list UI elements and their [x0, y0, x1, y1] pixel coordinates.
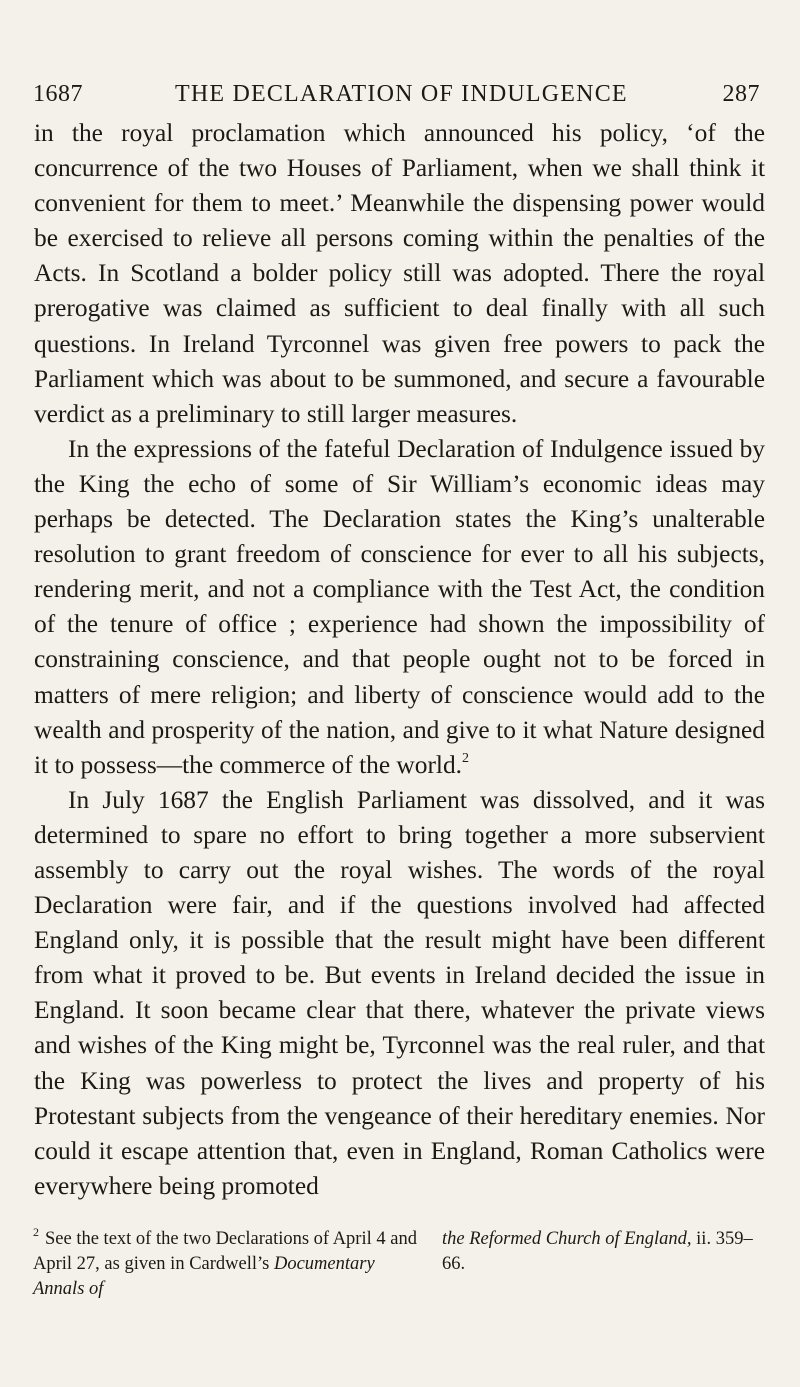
footnote-left-column — [33, 1227, 418, 1302]
footnote-citation-title: Documentary Annals of — [33, 1254, 375, 1299]
footnote-right-column — [442, 1227, 772, 1277]
page-number: 287 — [722, 81, 760, 107]
header-year: 1687 — [33, 81, 83, 107]
paragraph-text: In July 1687 the English Parliament was dissolved, and it was determined to spare no effort to bring together a more subservient assembly to carry out the royal wishes. The words of the royal Declaration were fair, and if the questions involved had affected England only, it is possible that the result might have been different from what it proved to be. But events in Ireland decided the issue in England. It soon became clear that there, whatever the private views and wishes of the King might be, Tyrconnel was the real ruler, and that the King was powerless to protect the lives and property of his Protestant subjects from the vengeance of their hereditary enemies. Nor could it escape attention that, even in England, Roman Catholics were everywhere being promoted — [34, 785, 765, 1200]
footnote-citation-title-continued: the Reformed Church of England, — [442, 1229, 692, 1249]
running-title: THE DECLARATION OF INDULGENCE — [175, 81, 628, 107]
footnote-number: 2 — [33, 1225, 39, 1239]
footnote-reference[interactable]: 2 — [462, 750, 470, 766]
paragraph-2 — [34, 432, 765, 783]
page-header — [33, 78, 760, 110]
paragraph-1 — [34, 116, 765, 432]
footnote-text: See the text of the two Declarations of April 4 and April 27, as given in Cardwell’s — [33, 1229, 417, 1274]
body-text — [34, 116, 765, 1204]
paragraph-text: in the royal proclamation which announced his policy, ‘of the concurrence of the two Houses of Parliament, when we shall think it convenient for them to meet.’ Meanwhile the dispensing power would be exercised to relieve all persons coming within the penalties of the Acts. In Scotland a bolder policy still was adopted. There the royal prerogative was claimed as sufficient to deal finally with all such questions. In Ireland Tyrconnel was given free powers to pack the Parliament which was about to be summoned, and secure a favourable verdict as a preliminary to still larger measures. — [34, 119, 765, 428]
footnote-citation-pages: ii. 359–66. — [442, 1229, 753, 1274]
paragraph-3 — [34, 783, 765, 1204]
paragraph-text: In the expressions of the fateful Declaration of Indulgence issued by the King the echo of some of Sir William’s economic ideas may perhaps be detected. The Declaration states the King’s unalterable resolution to grant freedom of conscience for ever to all his subjects, rendering merit, and not a compliance with the Test Act, the condition of the tenure of office ; experience had shown the impossibility of constraining conscience, and that people ought not to be forced in matters of mere religion; and liberty of conscience would add to the wealth and prosperity of the nation, and give to it what Nature designed it to possess—the commerce of the world. — [34, 434, 765, 779]
